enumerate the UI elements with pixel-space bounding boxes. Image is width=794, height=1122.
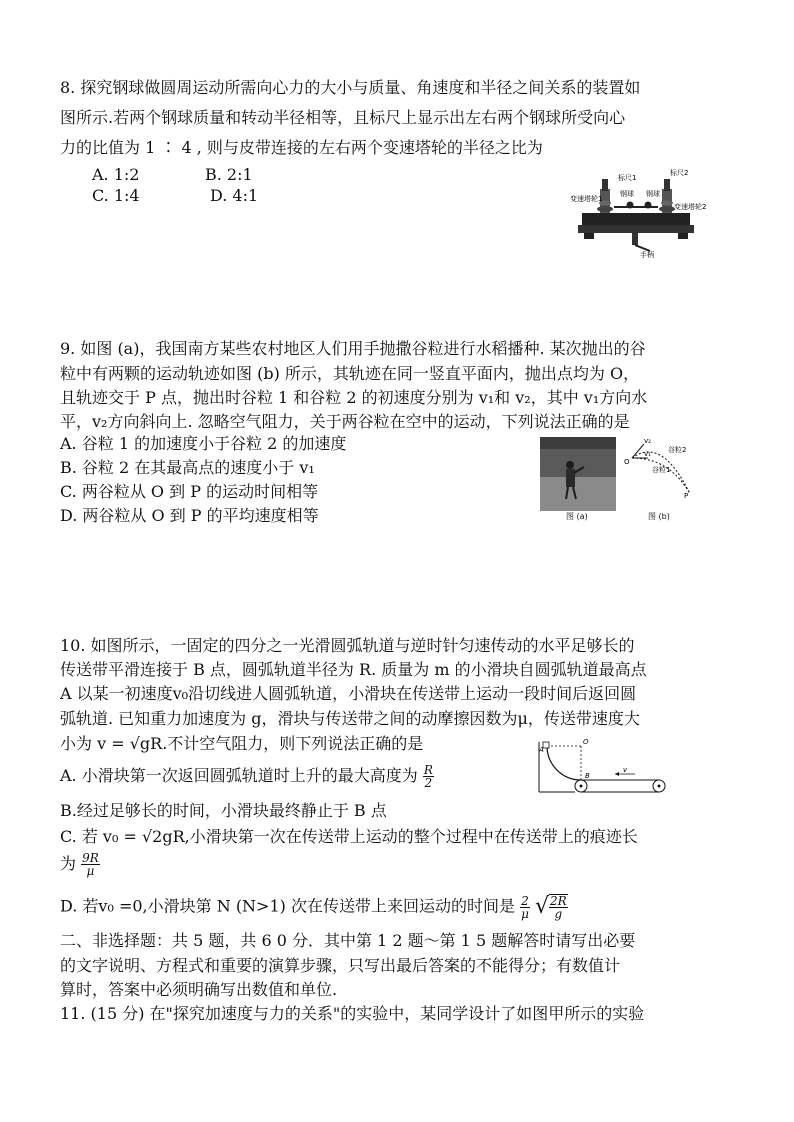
label-point-o: O bbox=[583, 738, 589, 746]
q10-option-b: B.经过足够长的时间，小滑块最终静止于 B 点 bbox=[60, 801, 387, 820]
fraction-denominator: μ bbox=[521, 906, 529, 921]
fraction-2r-over-g bbox=[549, 894, 568, 920]
label-ball-left: 钢球 bbox=[620, 190, 634, 198]
grain-sowing-photo bbox=[540, 437, 616, 511]
fig-b-caption: 图 (b) bbox=[648, 512, 670, 521]
q10-line-2: 传送带平滑连接于 B 点，圆弧轨道半径为 R. 质量为 m 的小滑块自圆弧轨道最高点 bbox=[60, 660, 647, 679]
label-origin: O bbox=[624, 458, 630, 466]
fraction-2-over-mu bbox=[520, 895, 530, 920]
q10-option-a-text: A. 小滑块第一次返回圆弧轨道时上升的最大高度为 bbox=[60, 766, 418, 785]
q10-option-c-line-1: C. 若 v₀ = √2gR,小滑块第一次在传送带上运动的整个过程中在传送带上的痕迹长 bbox=[60, 827, 638, 846]
q10-line-3: A 以某一初速度v₀沿切线进人圆弧轨道，小滑块在传送带上运动一段时间后返回圆 bbox=[60, 684, 637, 703]
fraction-denominator: g bbox=[554, 907, 563, 921]
label-point-b: B bbox=[585, 772, 590, 780]
label-v1: v₁ bbox=[644, 450, 651, 458]
label-v2: v₂ bbox=[644, 437, 651, 445]
q9-option-a: A. 谷粒 1 的加速度小于谷粒 2 的加速度 bbox=[60, 434, 347, 453]
label-ball-right: 钢球 bbox=[646, 190, 660, 198]
q8-line-1: 8. 探究钢球做圆周运动所需向心力的大小与质量、角速度和半径之间关系的装置如 bbox=[60, 78, 641, 97]
q9-option-b: B. 谷粒 2 在其最高点的速度小于 v₁ bbox=[60, 458, 315, 477]
q9-line-3: 且轨迹交于 P 点，抛出时谷粒 1 和谷粒 2 的初速度分别为 v₁和 v₂，其中 v₁方向水 bbox=[60, 388, 648, 407]
fraction-numerator: R bbox=[423, 763, 433, 777]
fraction-r-over-2 bbox=[423, 764, 434, 789]
arc-track-conveyor-diagram bbox=[535, 738, 685, 796]
section-2-line-1: 二、非选择题：共 5 题，共 6 0 分．其中第 1 2 题～第 1 5 题解答时请写出必要 bbox=[60, 931, 636, 950]
q9-line-4: 平，v₂方向斜向上. 忽略空气阻力，关于两谷粒在空中的运动，下列说法正确的是 bbox=[60, 412, 630, 431]
q10-line-4: 弧轨道. 已知重力加速度为 g，滑块与传送带之间的动摩擦因数为μ，传送带速度大 bbox=[60, 709, 640, 728]
q9-option-c: C. 两谷粒从 O 到 P 的运动时间相等 bbox=[60, 482, 319, 501]
fig-a-caption: 图 (a) bbox=[566, 512, 588, 521]
label-point-p: P bbox=[684, 492, 689, 500]
q9-line-1: 9. 如图 (a)，我国南方某些农村地区人们用手抛撒谷粒进行水稻播种. 某次抛出的谷 bbox=[60, 339, 646, 358]
q9-option-d: D. 两谷粒从 O 到 P 的平均速度相等 bbox=[60, 506, 319, 525]
fraction-9r-over-mu bbox=[81, 852, 100, 877]
fraction-denominator: 2 bbox=[424, 776, 433, 790]
label-point-a: A bbox=[539, 746, 544, 754]
section-2-line-3: 算时，答案中必须明确写出数值和单位. bbox=[60, 980, 338, 999]
q10-option-c-line-2 bbox=[60, 852, 100, 877]
q10-option-c-prefix: 为 bbox=[60, 854, 77, 873]
q8-option-a: A. 1:2 bbox=[92, 165, 140, 184]
q8-option-b: B. 2:1 bbox=[205, 165, 253, 184]
label-ruler-2: 标尺2 bbox=[670, 169, 689, 177]
q8-option-c: C. 1:4 bbox=[92, 186, 140, 205]
label-handle: 手柄 bbox=[640, 251, 654, 259]
fraction-numerator: 2 bbox=[521, 893, 529, 908]
q10-option-d-text: D. 若v₀ =0,小滑块第 N (N>1) 次在传送带上来回运动的时间是 bbox=[60, 896, 515, 916]
q10-line-5: 小为 v = √gR.不计空气阻力，则下列说法正确的是 bbox=[60, 734, 424, 753]
q10-option-a bbox=[60, 764, 434, 789]
label-ruler-1: 标尺1 bbox=[618, 174, 637, 182]
centripetal-force-apparatus-figure bbox=[570, 165, 707, 260]
q10-option-d bbox=[60, 894, 568, 920]
section-2-line-2: 的文字说明、方程式和重要的演算步骤，只写出最后答案的不能得分；有数值计 bbox=[60, 956, 621, 975]
label-grain-2: 谷粒2 bbox=[668, 446, 687, 454]
fraction-denominator: μ bbox=[86, 864, 95, 878]
sqrt-symbol: √ bbox=[534, 894, 550, 919]
label-tower-wheel-2: 变速塔轮2 bbox=[674, 203, 707, 211]
q8-line-2: 图所示.若两个钢球质量和转动半径相等，且标尺上显示出左右两个钢球所受向心 bbox=[60, 108, 626, 127]
label-tower-wheel-1: 变速塔轮1 bbox=[570, 195, 603, 203]
q11-line-1: 11. (15 分) 在"探究加速度与力的关系"的实验中，某同学设计了如图甲所示的实验 bbox=[60, 1004, 645, 1023]
q8-option-d: D. 4:1 bbox=[210, 186, 259, 205]
fraction-numerator: 2R bbox=[550, 894, 567, 908]
q9-line-2: 粒中有两颗的运动轨迹如图 (b) 所示，其轨迹在同一竖直平面内，抛出点均为 O， bbox=[60, 364, 640, 383]
q10-line-1: 10. 如图所示，一固定的四分之一光滑圆弧轨道与逆时针匀速传动的水平足够长的 bbox=[60, 636, 635, 655]
label-grain-1: 谷粒1 bbox=[652, 466, 671, 474]
label-velocity: v bbox=[623, 766, 628, 774]
fraction-numerator: 9R bbox=[82, 851, 99, 865]
q8-line-3: 力的比值为 1 ∶ 4 , 则与皮带连接的左右两个变速塔轮的半径之比为 bbox=[60, 138, 543, 157]
grain-trajectory-diagram bbox=[622, 436, 698, 500]
